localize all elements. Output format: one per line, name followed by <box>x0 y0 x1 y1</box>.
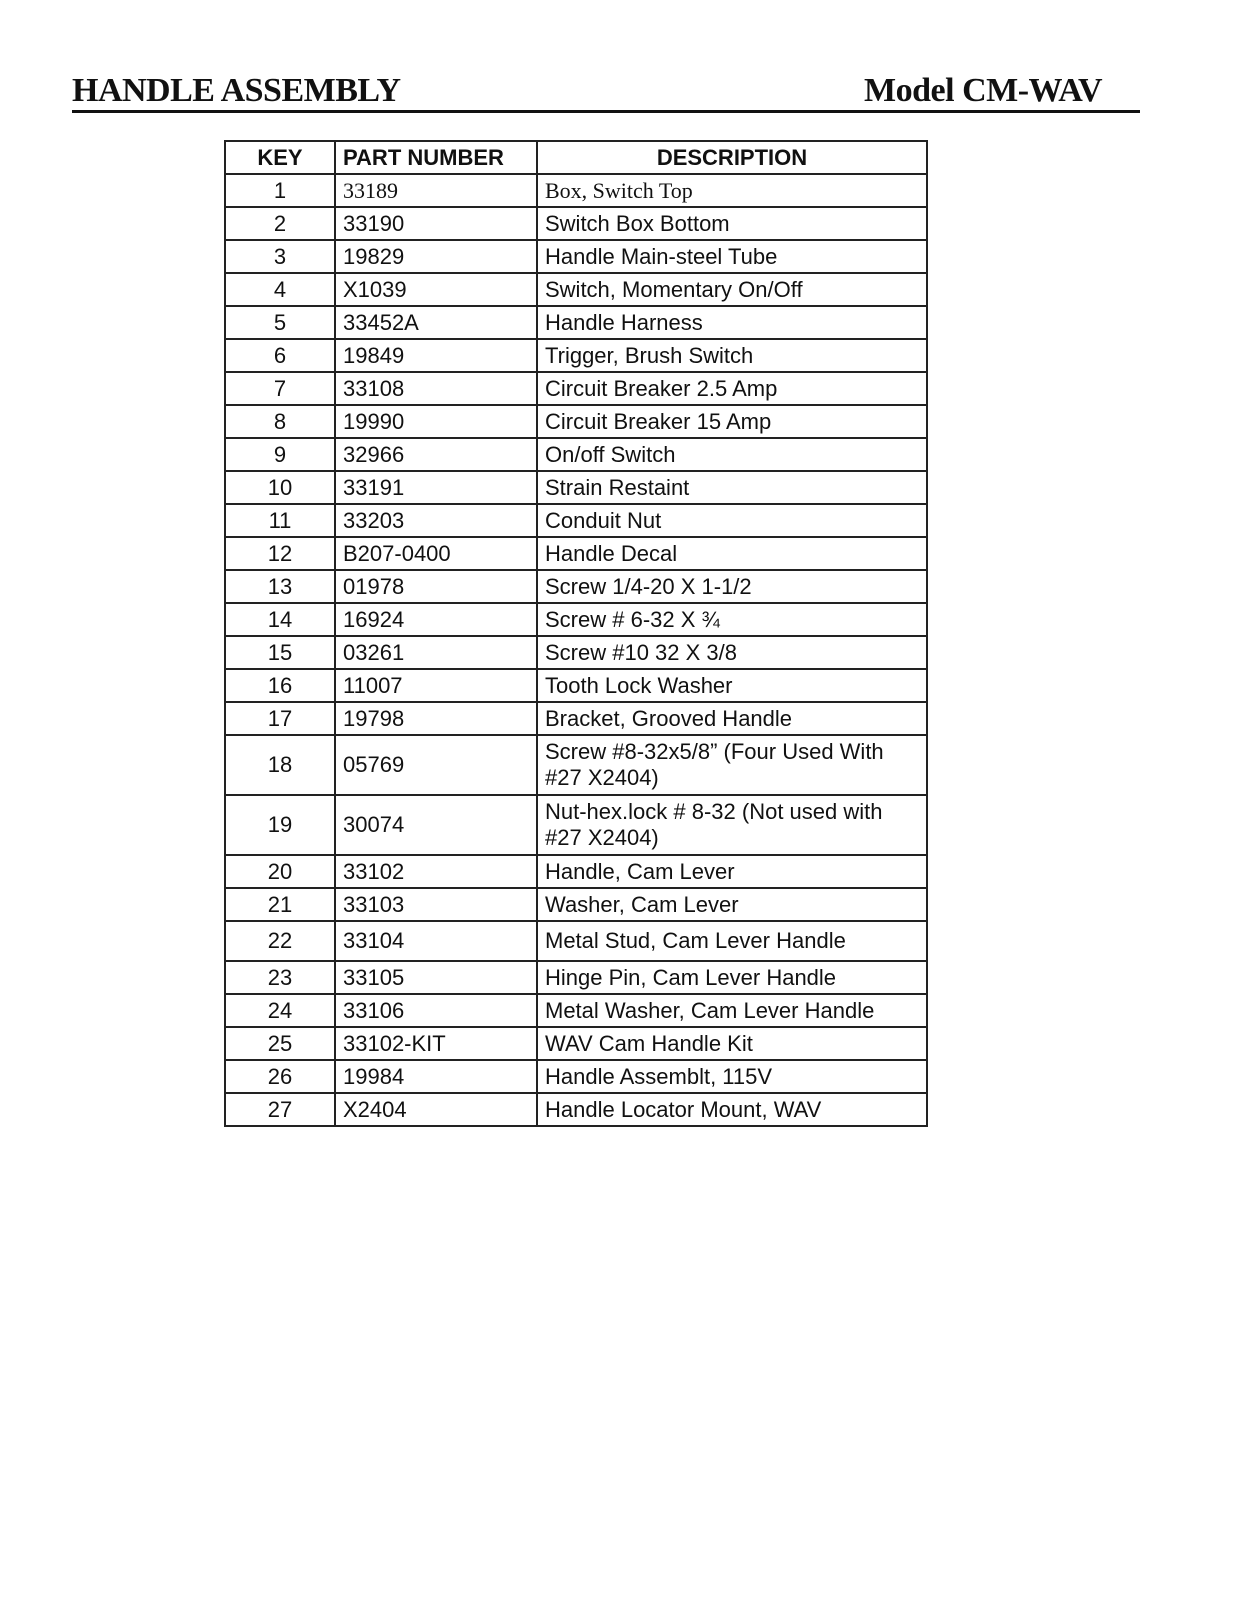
description-cell: Washer, Cam Lever <box>537 888 927 921</box>
key-cell: 14 <box>225 603 335 636</box>
description-cell: Handle, Cam Lever <box>537 855 927 888</box>
description-cell: Trigger, Brush Switch <box>537 339 927 372</box>
key-cell: 5 <box>225 306 335 339</box>
key-cell: 18 <box>225 735 335 795</box>
part-number-cell: 33108 <box>335 372 537 405</box>
description-cell: Box, Switch Top <box>537 174 927 207</box>
table-row <box>225 1027 927 1060</box>
table-row <box>225 240 927 273</box>
part-number-cell: 33103 <box>335 888 537 921</box>
parts-table <box>224 140 928 1127</box>
part-number-cell: 05769 <box>335 735 537 795</box>
part-number-cell: 33105 <box>335 961 537 994</box>
table-row <box>225 504 927 537</box>
description-cell: Metal Washer, Cam Lever Handle <box>537 994 927 1027</box>
table-row <box>225 603 927 636</box>
column-header-key: KEY <box>225 141 335 174</box>
key-cell: 10 <box>225 471 335 504</box>
table-row <box>225 702 927 735</box>
part-number-cell: 03261 <box>335 636 537 669</box>
part-number-cell: 33102-KIT <box>335 1027 537 1060</box>
description-cell: Bracket, Grooved Handle <box>537 702 927 735</box>
description-cell: Circuit Breaker 2.5 Amp <box>537 372 927 405</box>
description-cell: Strain Restaint <box>537 471 927 504</box>
description-cell: Handle Locator Mount, WAV <box>537 1093 927 1126</box>
table-row <box>225 537 927 570</box>
key-cell: 17 <box>225 702 335 735</box>
part-number-cell: 32966 <box>335 438 537 471</box>
model-label: Model CM-WAV <box>864 72 1102 109</box>
table-row <box>225 735 927 795</box>
part-number-cell: 33190 <box>335 207 537 240</box>
description-cell: Handle Assemblt, 115V <box>537 1060 927 1093</box>
key-cell: 11 <box>225 504 335 537</box>
key-cell: 23 <box>225 961 335 994</box>
table-row <box>225 438 927 471</box>
table-row <box>225 994 927 1027</box>
key-cell: 13 <box>225 570 335 603</box>
description-cell: Tooth Lock Washer <box>537 669 927 702</box>
key-cell: 19 <box>225 795 335 855</box>
part-number-cell: 19849 <box>335 339 537 372</box>
key-cell: 16 <box>225 669 335 702</box>
column-header-description: DESCRIPTION <box>537 141 927 174</box>
part-number-cell: 33452A <box>335 306 537 339</box>
key-cell: 25 <box>225 1027 335 1060</box>
description-cell: Screw 1/4-20 X 1-1/2 <box>537 570 927 603</box>
key-cell: 7 <box>225 372 335 405</box>
table-row <box>225 570 927 603</box>
description-cell: Screw #8-32x5/8” (Four Used With #27 X2404) <box>537 735 927 795</box>
key-cell: 8 <box>225 405 335 438</box>
table-row <box>225 855 927 888</box>
key-cell: 9 <box>225 438 335 471</box>
description-cell: Metal Stud, Cam Lever Handle <box>537 921 927 961</box>
table-header-row <box>225 141 927 174</box>
description-cell: Switch Box Bottom <box>537 207 927 240</box>
part-number-cell: 19798 <box>335 702 537 735</box>
key-cell: 27 <box>225 1093 335 1126</box>
key-cell: 6 <box>225 339 335 372</box>
key-cell: 4 <box>225 273 335 306</box>
description-cell: Handle Main-steel Tube <box>537 240 927 273</box>
description-cell: Handle Decal <box>537 537 927 570</box>
table-row <box>225 207 927 240</box>
table-row <box>225 669 927 702</box>
description-cell: Hinge Pin, Cam Lever Handle <box>537 961 927 994</box>
table-row <box>225 795 927 855</box>
description-cell: On/off Switch <box>537 438 927 471</box>
key-cell: 20 <box>225 855 335 888</box>
table-row <box>225 1060 927 1093</box>
description-cell: Switch, Momentary On/Off <box>537 273 927 306</box>
part-number-cell: 19984 <box>335 1060 537 1093</box>
part-number-cell: 16924 <box>335 603 537 636</box>
part-number-cell: 01978 <box>335 570 537 603</box>
table-row <box>225 471 927 504</box>
description-cell: Nut-hex.lock # 8-32 (Not used with #27 X2404) <box>537 795 927 855</box>
part-number-cell: 11007 <box>335 669 537 702</box>
table-row <box>225 921 927 961</box>
key-cell: 21 <box>225 888 335 921</box>
page-title: HANDLE ASSEMBLY <box>72 72 401 109</box>
table-row <box>225 1093 927 1126</box>
part-number-cell: 19990 <box>335 405 537 438</box>
table-row <box>225 405 927 438</box>
key-cell: 2 <box>225 207 335 240</box>
key-cell: 3 <box>225 240 335 273</box>
key-cell: 24 <box>225 994 335 1027</box>
table-row <box>225 273 927 306</box>
part-number-cell: 30074 <box>335 795 537 855</box>
table-row <box>225 306 927 339</box>
part-number-cell: 33203 <box>335 504 537 537</box>
description-cell: Screw #10 32 X 3/8 <box>537 636 927 669</box>
description-cell: WAV Cam Handle Kit <box>537 1027 927 1060</box>
key-cell: 22 <box>225 921 335 961</box>
column-header-part-number: PART NUMBER <box>335 141 537 174</box>
table-row <box>225 961 927 994</box>
part-number-cell: 33189 <box>335 174 537 207</box>
description-cell: Screw # 6-32 X ¾ <box>537 603 927 636</box>
part-number-cell: B207-0400 <box>335 537 537 570</box>
key-cell: 26 <box>225 1060 335 1093</box>
description-cell: Circuit Breaker 15 Amp <box>537 405 927 438</box>
table-row <box>225 636 927 669</box>
part-number-cell: 33104 <box>335 921 537 961</box>
key-cell: 15 <box>225 636 335 669</box>
part-number-cell: 33191 <box>335 471 537 504</box>
part-number-cell: 33102 <box>335 855 537 888</box>
page-header <box>72 70 1140 113</box>
description-cell: Handle Harness <box>537 306 927 339</box>
key-cell: 1 <box>225 174 335 207</box>
key-cell: 12 <box>225 537 335 570</box>
part-number-cell: X1039 <box>335 273 537 306</box>
table-row <box>225 888 927 921</box>
part-number-cell: X2404 <box>335 1093 537 1126</box>
description-cell: Conduit Nut <box>537 504 927 537</box>
table-row <box>225 372 927 405</box>
table-row <box>225 339 927 372</box>
table-row <box>225 174 927 207</box>
part-number-cell: 33106 <box>335 994 537 1027</box>
part-number-cell: 19829 <box>335 240 537 273</box>
